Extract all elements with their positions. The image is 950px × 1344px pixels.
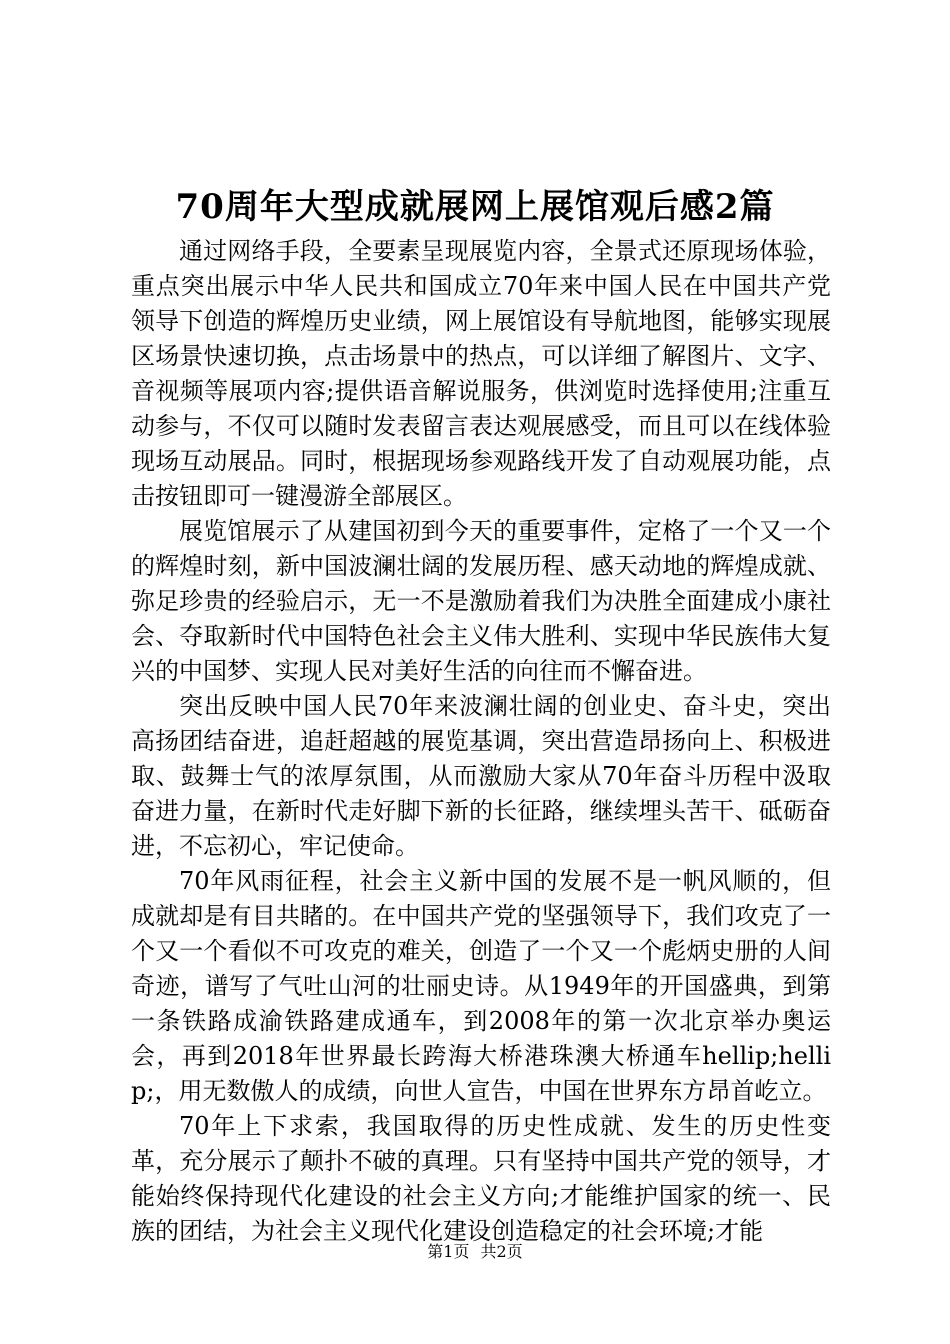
- document-body: [131, 234, 831, 1249]
- paragraph-4: 70年风雨征程，社会主义新中国的发展不是一帆风顺的，但成就却是有目共睹的。在中国共产党的坚强领导下，我们攻克了一个又一个看似不可攻克的难关，创造了一个又一个彪炳史册的人间奇迹，谱写了气吐山河的壮丽史诗。从1949年的开国盛典，到第一条铁路成渝铁路建成通车，到2008年的第一次北京举办奥运会，再到2018年世界最长跨海大桥港珠澳大桥通车hellip;hellip;，用无数傲人的成绩，向世人宣告，中国在世界东方昂首屹立。: [131, 867, 831, 1105]
- paragraph-5: 70年上下求索，我国取得的历史性成就、发生的历史性变革，充分展示了颠扑不破的真理。只有坚持中国共产党的领导，才能始终保持现代化建设的社会主义方向;才能维护国家的统一、民族的团结，为社会主义现代化建设创造稳定的社会环境;才能: [131, 1112, 831, 1245]
- paragraph-1: 通过网络手段，全要素呈现展览内容，全景式还原现场体验，重点突出展示中华人民共和国成立70年来中国人民在中国共产党领导下创造的辉煌历史业绩，网上展馆设有导航地图，能够实现展区场景快速切换，点击场景中的热点，可以详细了解图片、文字、音视频等展项内容;提供语音解说服务，供浏览时选择使用;注重互动参与，不仅可以随时发表留言表达观展感受，而且可以在线体验现场互动展品。同时，根据现场参观路线开发了自动观展功能，点击按钮即可一键漫游全部展区。: [131, 237, 831, 510]
- page-footer: [0, 1240, 950, 1264]
- page-number: 第1页: [427, 1242, 470, 1261]
- paragraph-2: 展览馆展示了从建国初到今天的重要事件，定格了一个又一个的辉煌时刻，新中国波澜壮阔的发展历程、感天动地的辉煌成就、弥足珍贵的经验启示，无一不是激励着我们为决胜全面建成小康社会、夺取新时代中国特色社会主义伟大胜利、实现中华民族伟大复兴的中国梦、实现人民对美好生活的向往而不懈奋进。: [131, 517, 831, 685]
- paragraph-3: 突出反映中国人民70年来波澜壮阔的创业史、奋斗史，突出高扬团结奋进，追赶超越的展览基调，突出营造昂扬向上、积极进取、鼓舞士气的浓厚氛围，从而激励大家从70年奋斗历程中汲取奋进力量，在新时代走好脚下新的长征路，继续埋头苦干、砥砺奋进，不忘初心，牢记使命。: [131, 692, 831, 860]
- document-title: 70周年大型成就展网上展馆观后感2篇: [175, 187, 775, 227]
- page-total: 共2页: [480, 1242, 523, 1261]
